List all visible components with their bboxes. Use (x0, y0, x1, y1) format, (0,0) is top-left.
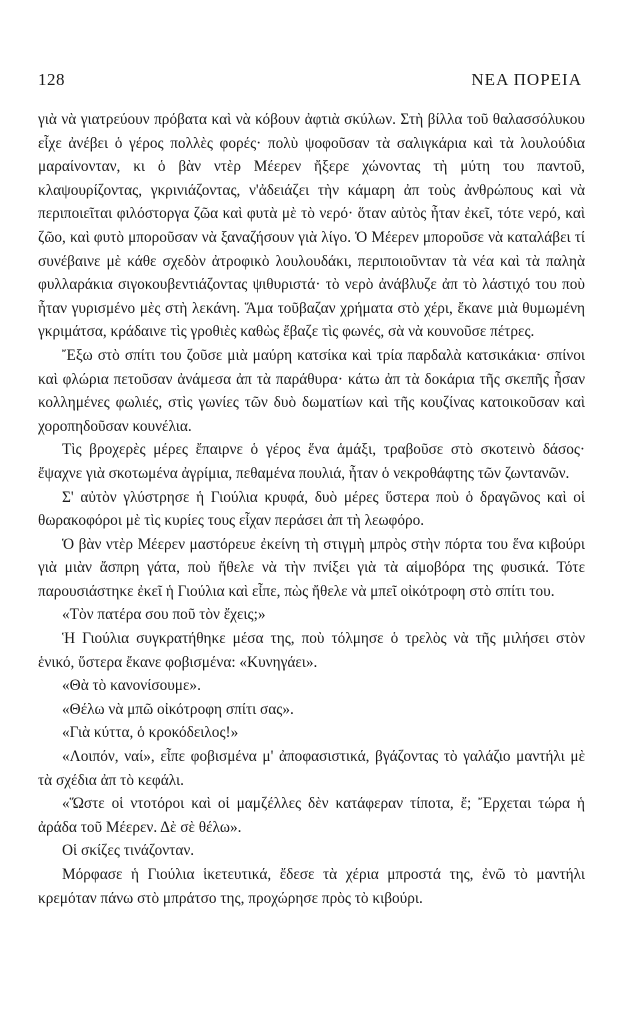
paragraph: Μόρφασε ἡ Γιούλια ἱκετευτικά, ἔδεσε τὰ χέρια μπροστά της, ἐνῶ τὸ μαντήλι κρεμόταν πάνω στὸ μπράτσο της, προχώρησε πρὸς τὸ κιβούρι. (38, 866, 585, 907)
paragraph: Ὁ βὰν ντὲρ Μέερεν μαστόρευε ἐκείνη τὴ στιγμὴ μπρὸς στὴν πόρτα του ἕνα κιβούρι γιὰ μιὰν ἄσπρη γάτα, ποὺ ἤθελε νὰ τὴν πνίξει γιὰ τὰ αἱμοβόρα της φυσικά. Τότε παρουσιάστηκε ἐκεῖ ἡ Γιούλια καὶ εἶπε, πὼς ἤθελε νὰ μπεῖ οἰκότροφη στὸ σπίτι του. (38, 535, 585, 600)
page-number: 128 (38, 70, 65, 89)
paragraph: Οἱ σκίζες τινάζονταν. (62, 842, 195, 860)
dialogue-line: «Λοιπόν, ναί», εἶπε φοβισμένα μ' ἀποφασιστικά, βγάζοντας τὸ γαλάζιο μαντήλι μὲ τὰ σχέδια ἀπ τὸ κεφάλι. (38, 748, 585, 789)
page-header (38, 70, 582, 94)
dialogue-line: «Ὥστε οἱ ντοτόροι καὶ οἱ μαμζέλλες δὲν κατάφεραν τίποτα, ἔ; Ἔρχεται τώρα ἡ ἀράδα τοῦ Μέερεν. Δὲ σὲ θέλω». (38, 795, 585, 836)
paragraph: Ἡ Γιούλια συγκρατήθηκε μέσα της, ποὺ τόλμησε ὁ τρελὸς νὰ τῆς μιλήσει στὸν ἑνικό, ὕστερα ἔκανε φοβισμένα: «Κυνηγάει». (38, 630, 585, 671)
paragraph: Τὶς βροχερὲς μέρες ἔπαιρνε ὁ γέρος ἕνα ἁμάξι, τραβοῦσε στὸ σκοτεινὸ δάσος· ἔψαχνε γιὰ σκοτωμένα ἀγρίμια, πεθαμένα πουλιά, ἦταν ὁ νεκροθάφτης τῶν ζωντανῶν. (38, 441, 585, 482)
dialogue-line: «Θέλω νὰ μπῶ οἰκότροφη σπίτι σας». (62, 700, 294, 718)
dialogue-line: «Τὸν πατέρα σου ποῦ τὸν ἔχεις;» (62, 606, 266, 624)
dialogue-line: «Γιὰ κύττα, ὁ κροκόδειλος!» (62, 724, 239, 742)
paragraph: Ἔξω στὸ σπίτι του ζοῦσε μιὰ μαύρη κατσίκα καὶ τρία παρδαλὰ κατσικάκια· σπίνοι καὶ φλώρια πετοῦσαν ἀνάμεσα ἀπ τὰ παράθυρα· κάτω ἀπ τὰ δοκάρια τῆς σκεπῆς ἦσαν κολλημένες φωλιές, στὶς γωνίες τῶν δυὸ δωματίων καὶ τῆς κουζίνας κατοικοῦσαν καὶ χοροπηδοῦσαν κουνέλια. (38, 346, 585, 435)
paragraph: γιὰ νὰ γιατρεύουν πρόβατα καὶ νὰ κόβουν ἀφτιὰ σκύλων. Στὴ βίλλα τοῦ θαλασσόλυκου εἶχε ἀνέβει ὁ γέρος πολλὲς φορές· πολὺ ψοφοῦσαν τὰ σαλιγκάρια καὶ τὰ λουλούδια μαραίνονταν, κι ὁ βὰν ντὲρ Μέερεν ἤξερε χώνοντας τὴ μύτη του παντοῦ, κλαψουρίζοντας, γκρινιάζοντας, ν'ἀδειάζει τὴν κάμαρη ἀπ τοὺς ἀνθρώπους καὶ νὰ περιποιεῖται φιλόστοργα ζῶα καὶ φυτὰ μὲ τὸ νερό· ὅταν αὐτὸς ἦταν ἐκεῖ, τότε νερό, καὶ ζῶο, καὶ φυτὸ μποροῦσαν νὰ ξαναζήσουν γιὰ λίγο. Ὁ Μέερεν μποροῦσε νὰ καταλάβει τί συνέβαινε μὲ κάθε σχεδὸν ἀτροφικὸ λουλουδάκι, περιποιοῦνταν τὰ νέα καὶ τὰ παληὰ φυλλαράκια σιγοκουβεντιάζοντας ψιθυριστά· τὸ νερὸ ἀνάβλυζε ἀπ τὸ λάστιχό του ποὺ ἦταν γυρισμένο μὲς στὴ λεκάνη. Ἅμα τοῦβαζαν χρήματα στὸ χέρι, ἔκανε μιὰ θυμωμένη γκριμάτσα, κράδαινε τὶς γροθιὲς καθὼς ἔβαζε τὶς φωνές, σὰ νὰ κουνοῦσε πέτρες. (38, 111, 585, 341)
paragraph: Σ' αὐτὸν γλύστρησε ἡ Γιούλια κρυφά, δυὸ μέρες ὕστερα ποὺ ὁ δραγῶνος καὶ οἱ θωρακοφόροι μὲ τὶς κυρίες τους εἶχαν περάσει ἀπ τὴ λεωφόρο. (38, 488, 585, 530)
body-text (38, 108, 585, 910)
dialogue-line: «Θὰ τὸ κανονίσουμε». (62, 677, 201, 695)
running-head: ΝΕΑ ΠΟΡΕΙΑ (471, 70, 582, 89)
